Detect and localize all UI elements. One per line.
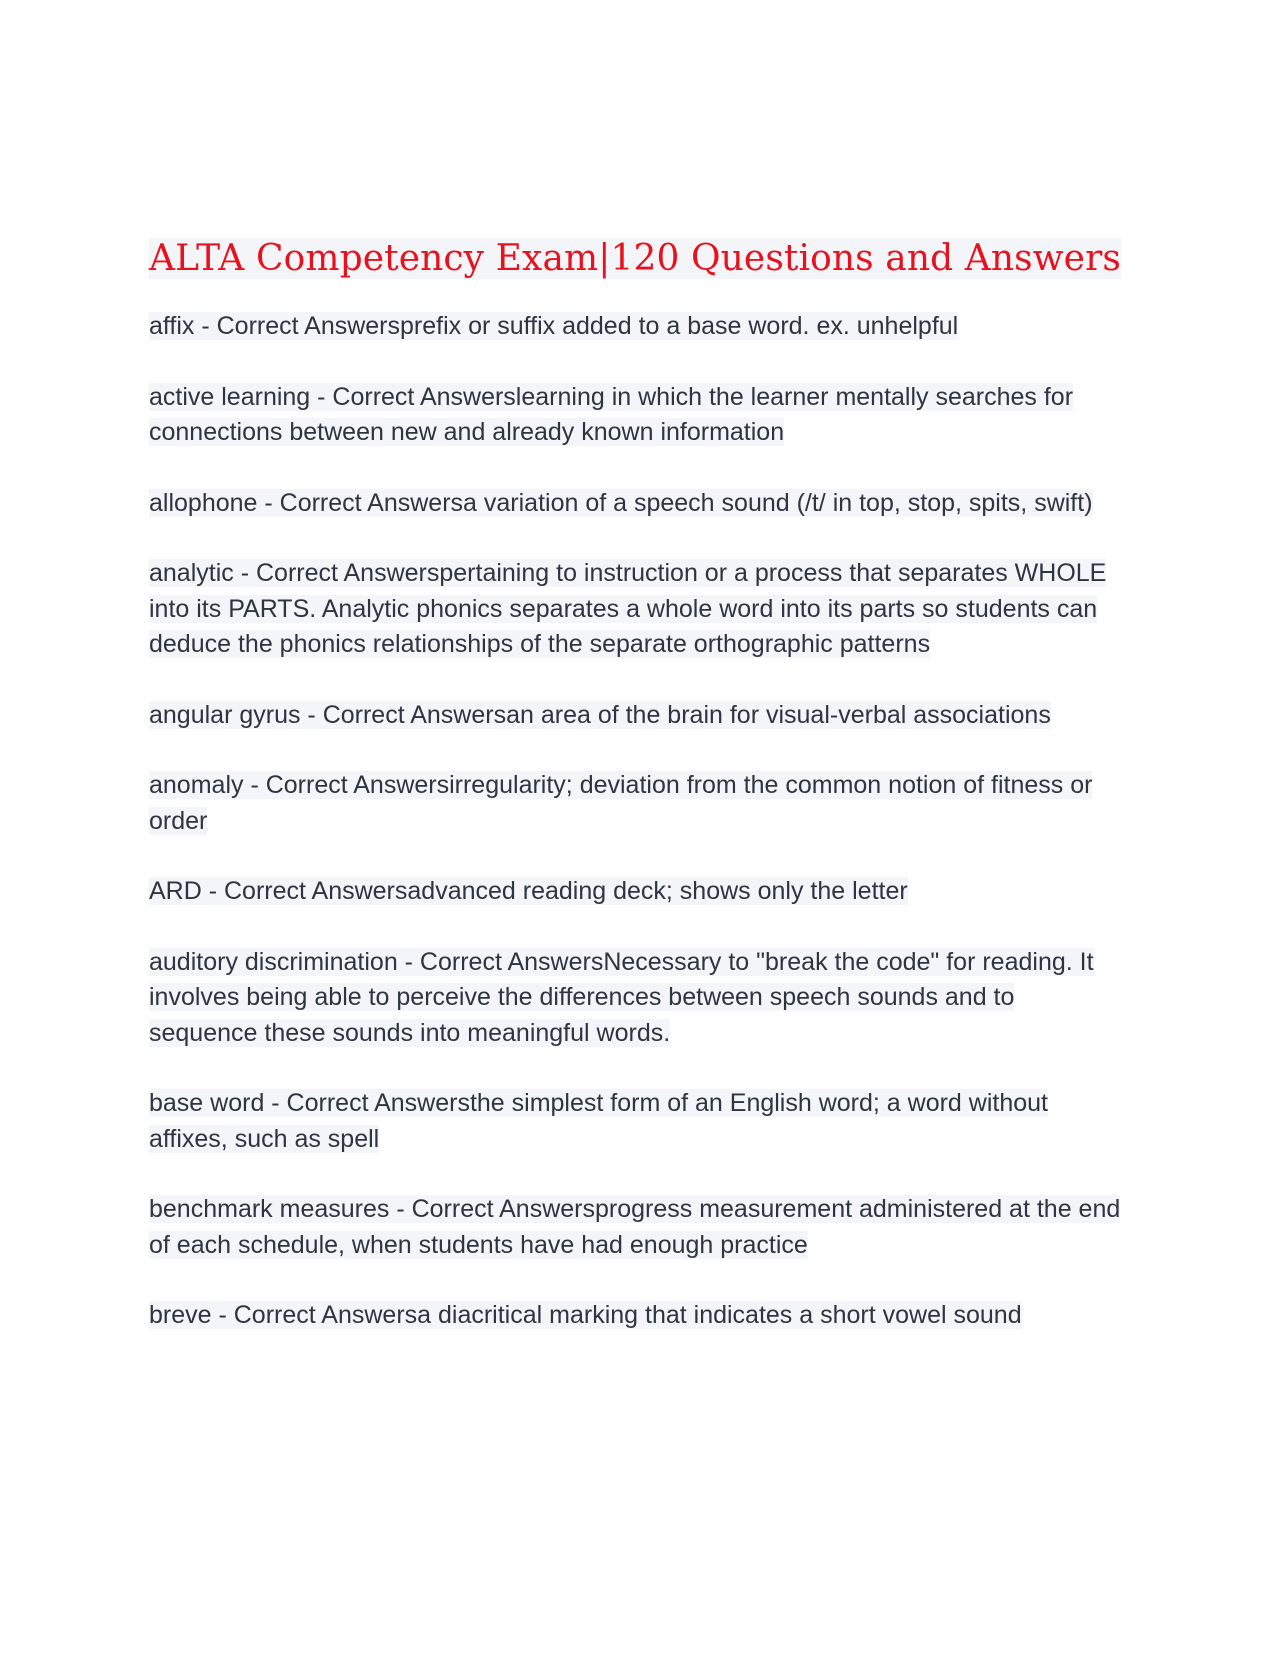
entry-affix	[149, 309, 1129, 345]
document-title-text: ALTA Competency Exam|120 Questions and Answers	[149, 238, 1121, 279]
document-title	[149, 233, 1129, 285]
entry-text: auditory discrimination - Correct AnswersNecessary to "break the code" for reading. It involves being able to perceive the differences between speech sounds and to sequence these sounds into meaningful words.	[149, 947, 1094, 1047]
entry-text: base word - Correct Answersthe simplest form of an English word; a word without affixes, such as spell	[149, 1089, 1048, 1153]
entry-text: ARD - Correct Answersadvanced reading deck; shows only the letter	[149, 877, 908, 905]
entry-auditory-discrimination	[149, 945, 1129, 1052]
entry-text: breve - Correct Answersa diacritical marking that indicates a short vowel sound	[149, 1301, 1022, 1329]
entry-analytic	[149, 556, 1129, 663]
entry-anomaly	[149, 768, 1129, 839]
entry-text: benchmark measures - Correct Answersprogress measurement administered at the end of each schedule, when students have had enough practice	[149, 1195, 1121, 1259]
entry-active-learning	[149, 380, 1129, 451]
entry-allophone	[149, 486, 1129, 522]
entry-text: anomaly - Correct Answersirregularity; deviation from the common notion of fitness or order	[149, 771, 1093, 835]
entry-text: allophone - Correct Answersa variation of a speech sound (/t/ in top, stop, spits, swift)	[149, 488, 1093, 517]
document-content	[149, 233, 1129, 1369]
entry-text: affix - Correct Answersprefix or suffix added to a base word. ex. unhelpful	[149, 312, 959, 340]
entry-ard	[149, 874, 1129, 910]
entry-angular-gyrus	[149, 698, 1129, 734]
entry-text: active learning - Correct Answerslearning in which the learner mentally searches for connections between new and already known information	[149, 382, 1074, 446]
entry-text: analytic - Correct Answerspertaining to instruction or a process that separates WHOLE into its PARTS. Analytic phonics separates a whole word into its parts so students can deduce the phonics relationships of the separate orthographic patterns	[149, 559, 1107, 658]
entry-text: angular gyrus - Correct Answersan area of the brain for visual-verbal associations	[149, 700, 1051, 729]
entry-benchmark-measures	[149, 1192, 1129, 1263]
entry-base-word	[149, 1086, 1129, 1157]
entry-breve	[149, 1298, 1129, 1334]
